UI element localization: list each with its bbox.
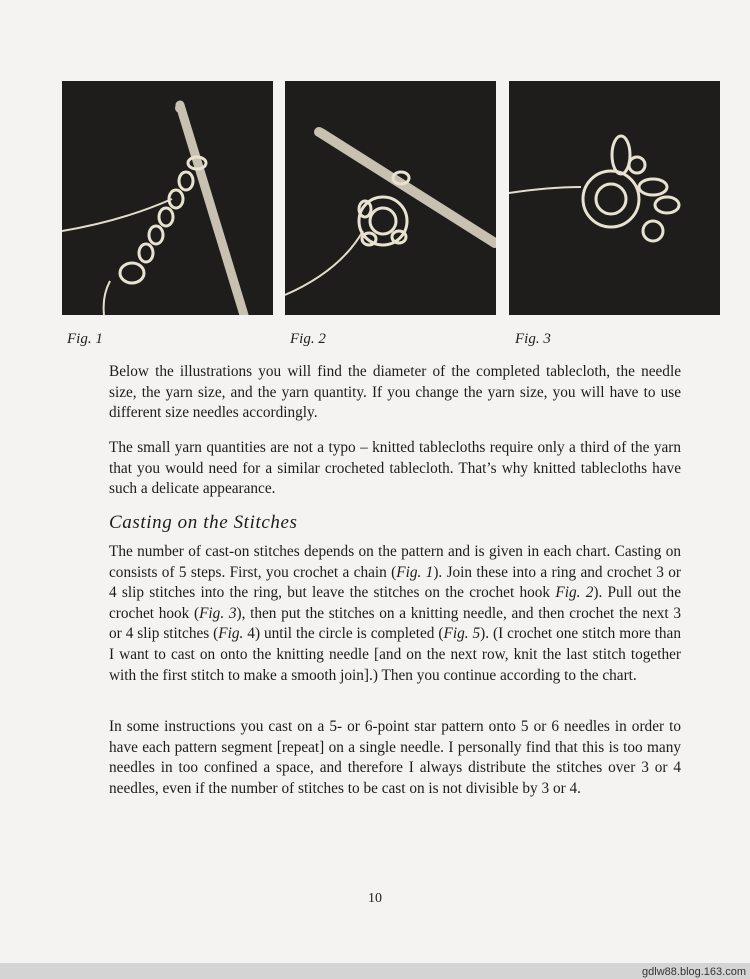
page-number: 10 [368, 891, 382, 906]
fig-3-caption: Fig. 3 [515, 331, 551, 347]
fig-2-caption: Fig. 2 [290, 331, 326, 347]
crochet-loops-illustration [509, 81, 720, 315]
crochet-chain-illustration [62, 81, 273, 315]
casting-on-paragraph [109, 542, 681, 686]
crochet-ring-photo [285, 81, 496, 315]
casting-text: ). Pull out the crochet hook ( [109, 584, 681, 622]
fig-reference: Fig. 5 [443, 625, 481, 643]
fig-1-caption: Fig. 1 [67, 331, 103, 347]
casting-text: The number of cast-on stitches depends on the pattern and is given in each chart. Casting on consists of 5 steps. First, you crochet a chain ( [109, 543, 681, 581]
yarn-quantity-paragraph: The small yarn quantities are not a typo – knitted tablecloths require only a third of the yarn that you would need for a similar crocheted tablecloth. That’s why knitted tablecloths have such a delicate appearance. [109, 439, 681, 498]
watermark: gdlw88.blog.163.com [642, 966, 746, 978]
casting-text: ), then put the stitches on a knitting needle, and then crochet the next 3 or 4 slip stitches ( [109, 604, 681, 643]
section-heading: Casting on the Stitches [109, 512, 298, 533]
casting-text: ). Join these into a ring and crochet 3 or 4 slip stitches into the ring, but leave the stitches on the crochet hook [109, 563, 682, 602]
casting-text: ). (I crochet one stitch more than I want to cast on onto the knitting needle [and on the next row, knit the last stitch together with the first stitch to make a smooth join].) Then you continue according to the chart. [109, 625, 681, 684]
casting-text: 4) until the circle is completed ( [243, 625, 444, 643]
crochet-chain-photo [62, 81, 273, 315]
fig-reference: Fig. 3 [199, 604, 237, 622]
footer-strip [0, 963, 750, 979]
crochet-loops-photo [509, 81, 720, 315]
fig-reference: Fig. 1 [396, 563, 434, 581]
needles-paragraph: In some instructions you cast on a 5- or 6-point star pattern onto 5 or 6 needles in order to have each pattern segment [repeat] on a single needle. I personally find that this is too many needles in too confined a space, and therefore I always distribute the stitches over 3 or 4 needles, even if the number of stitches to be cast on is not divisible by 3 or 4. [109, 718, 681, 797]
fig-reference: Fig. [218, 625, 244, 643]
crochet-ring-illustration [285, 81, 496, 315]
fig-reference: Fig. 2 [555, 584, 594, 602]
intro-paragraph: Below the illustrations you will find the diameter of the completed tablecloth, the needle size, the yarn size, and the yarn quantity. If you change the yarn size, you will have to use different size needles accordingly. [109, 363, 681, 422]
